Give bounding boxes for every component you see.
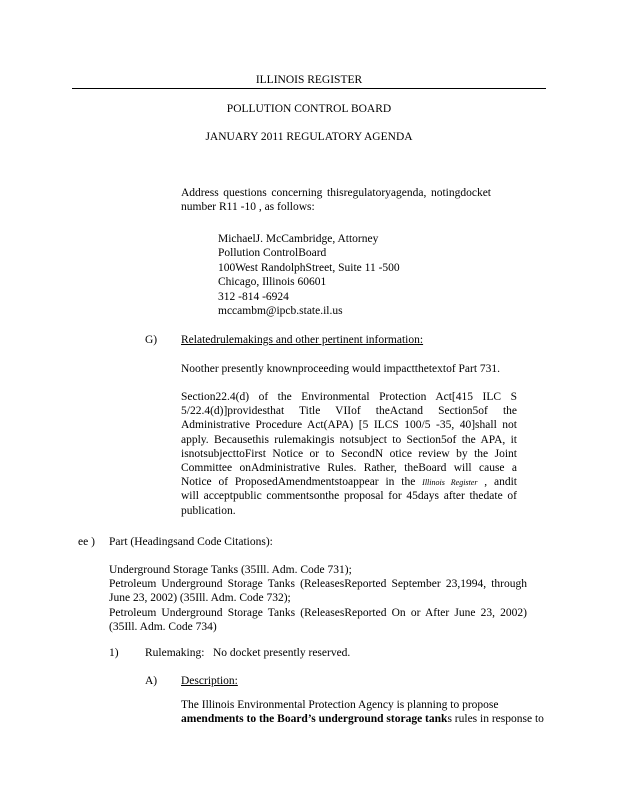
contact-line: Pollution ControlBoard: [218, 247, 327, 259]
para2-notice-end: , andit: [484, 476, 518, 489]
header-rule: [72, 88, 546, 89]
para2-line: isnotsubjecttoFirst Notice or to SecondN otice review by the Joint: [181, 447, 517, 460]
contact-email: mccambm@ipcb.state.il.us: [218, 305, 343, 317]
para2-line: Committee onAdministrative Rules. Rather, theBoard will cause a: [181, 461, 517, 474]
description-label: Description:: [181, 675, 238, 687]
contact-line: 100West RandolphStreet, Suite 11 -500: [218, 262, 400, 274]
section-g-para1: Noother presently knownproceeding would impactthetextof Part 731.: [181, 363, 501, 375]
citation-line: Petroleum Underground Storage Tanks (ReleasesReported On or After June 23, 2002): [109, 606, 527, 619]
description-line: [181, 712, 544, 726]
agenda-title: JANUARY 2011 REGULATORY AGENDA: [205, 131, 413, 143]
code-citations: [109, 563, 527, 634]
para2-line: Administrative Procedure Act(APA) [5 ILCS 100/5 -35, 40]shall not: [181, 419, 517, 432]
description-bold-text: amendments to the Board’s underground storage tank: [181, 713, 448, 725]
para2-notice-text: Notice of ProposedAmendmentstoappear in the: [181, 476, 416, 489]
citation-line: Underground Storage Tanks (35Ill. Adm. Code 731);: [109, 564, 352, 576]
section-g-heading: Relatedrulemakings and other pertinent information:: [181, 334, 424, 346]
section-g-marker: G): [145, 334, 158, 346]
para2-line: 5/22.4(d)]providesthat Title VIIof theActand Section5of the: [181, 405, 517, 418]
citation-line: (35Ill. Adm. Code 734): [109, 620, 217, 633]
citation-line: June 23, 2002) (35Ill. Adm. Code 732);: [109, 592, 291, 605]
agency-title: POLLUTION CONTROL BOARD: [226, 103, 392, 115]
description-line: The Illinois Environmental Protection Agency is planning to propose: [181, 699, 499, 711]
contact-line: MichaelJ. McCambridge, Attorney: [218, 233, 379, 245]
citation-line: Petroleum Underground Storage Tanks (ReleasesReported September 23,1994, through: [109, 578, 527, 591]
address-intro-line: Address questions concerning thisregulatoryagenda, notingdocket: [181, 187, 491, 199]
address-intro: [181, 186, 491, 214]
rulemaking-label: Rulemaking:: [145, 647, 205, 659]
illinois-register-italic: Illinois Register: [422, 478, 478, 488]
para2-line: Section22.4(d) of the Environmental Protection Act[415 ILC S: [181, 391, 517, 403]
contact-line: 312 -814 -6924: [218, 291, 289, 303]
para2-line: will acceptpublic commentsonthe proposal for 45days after thedate of: [181, 490, 517, 503]
para2-line: apply. Becausethis rulemakingis notsubject to Section5of the APA, it: [181, 433, 517, 446]
para2-line: publication.: [181, 504, 236, 517]
item-1-marker: 1): [109, 647, 119, 659]
contact-line: Chicago, Illinois 60601: [218, 276, 327, 288]
section-g-para2: [181, 390, 517, 518]
address-intro-line: number R11 -10 , as follows:: [181, 201, 315, 214]
description-rest-text: s rules in response to: [447, 713, 544, 725]
para2-line-notice: [181, 475, 517, 489]
register-title: ILLINOIS REGISTER: [255, 74, 363, 86]
section-ee-heading: Part (Headingsand Code Citations):: [109, 536, 273, 548]
section-ee-marker: ee ): [78, 536, 95, 548]
rulemaking-text: No docket presently reserved.: [213, 647, 351, 659]
item-a-marker: A): [145, 675, 158, 687]
